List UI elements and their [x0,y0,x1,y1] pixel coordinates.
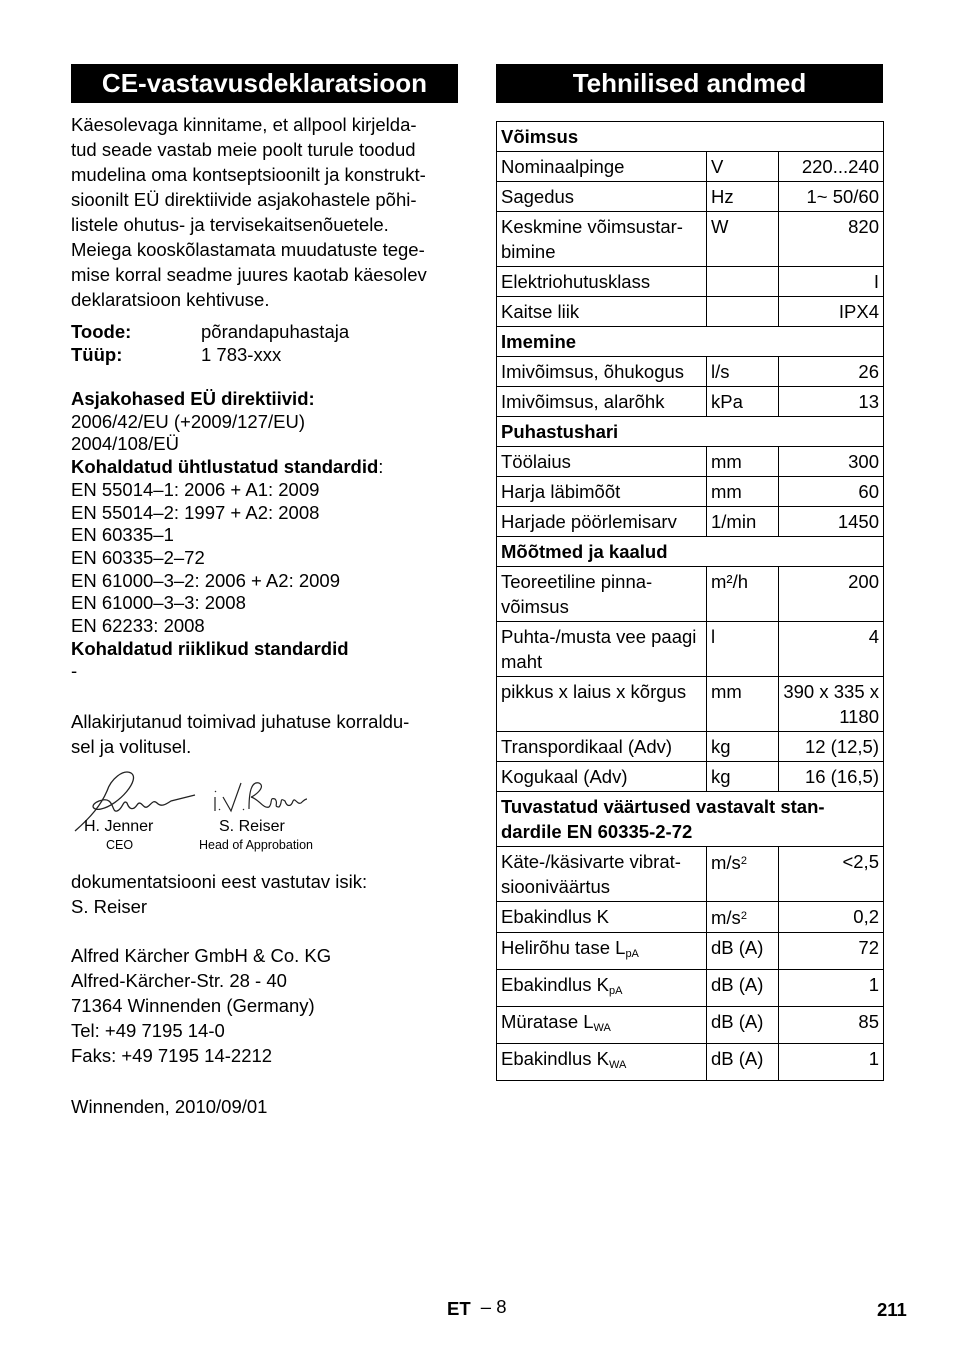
standard-item: EN 61000–3–2: 2006 + A2: 2009 [71,569,340,591]
address-line: Faks: +49 7195 14-2212 [71,1045,273,1066]
spec-name-cell [497,732,707,762]
spec-name-subscript: pA [608,985,623,997]
spec-name-cell [497,212,707,267]
standard-item: EN 55014–2: 1997 + A2: 2008 [71,501,320,523]
harmonized-colon: : [378,456,384,478]
spec-name: Puhta-/musta vee paagi maht [501,626,697,672]
table-row [497,267,884,297]
standard-item: EN 60335–1 [71,524,174,546]
spec-name-cell [497,1044,707,1081]
intro-line: Käesolevaga kinnitame, et allpool kirjelda- [71,114,417,135]
directives-block [71,388,461,683]
spec-unit-cell [707,267,779,297]
spec-value: 4 [779,622,884,677]
standard-item: EN 62233: 2008 [71,615,205,637]
spec-value: 26 [779,357,884,387]
national-value: - [71,660,78,682]
footer-language [447,1298,507,1320]
company-address [71,943,461,1068]
spec-name: Transpordikaal (Adv) [501,736,673,757]
directives-heading: Asjakohased EÜ direktiivid: [71,388,315,409]
spec-unit: kPa [711,391,743,412]
spec-unit-cell [707,762,779,792]
spec-name-cell [497,447,707,477]
spec-name: Nominaalpinge [501,156,625,177]
spec-unit: m²/h [711,571,748,592]
intro-line: listele ohutus- ja tervisekaitsenõuetele. [71,214,389,235]
spec-name: Ebakindlus K [501,1048,609,1069]
spec-unit: mm [711,451,742,472]
spec-unit: l/s [711,361,730,382]
spec-name-cell [497,182,707,212]
signatures [71,765,341,855]
spec-unit-cell [707,622,779,677]
intro-line: Meiega kooskõlastamata muudatuste tege- [71,239,425,260]
signer2-role: Head of Approbation [199,838,313,852]
spec-unit-cell [707,477,779,507]
address-line: Tel: +49 7195 14-0 [71,1020,225,1041]
spec-value: 85 [779,1007,884,1044]
spec-unit-superscript: 2 [740,910,747,922]
spec-value: 1~ 50/60 [779,182,884,212]
spec-value: 72 [779,933,884,970]
spec-name: Teoreetiline pinna-võimsus [501,571,653,617]
spec-name-cell [497,847,707,902]
spec-value: 0,2 [779,902,884,933]
harmonized-heading: Kohaldatud ühtlustatud standardid [71,456,379,478]
spec-unit: mm [711,681,742,702]
spec-unit-cell [707,297,779,327]
section-page: – 8 [480,1296,507,1317]
section-heading: Mõõtmed ja kaalud [497,537,884,567]
page-number: 211 [877,1299,907,1320]
doc-responsible-label: dokumentatsiooni eest vastutav isik: [71,871,368,892]
table-row [497,507,884,537]
intro-line: mudelina oma kontseptsioonilt ja konstrukt- [71,164,426,185]
spec-value: 390 x 335 x 1180 [779,677,884,732]
spec-name: Ebakindlus K [501,906,609,927]
spec-name: Helirõhu tase L [501,937,626,958]
table-section-row [497,792,884,847]
signer1-name: H. Jenner [84,818,154,835]
spec-name: Kaitse liik [501,301,580,322]
spec-value: 12 (12,5) [779,732,884,762]
spec-unit-cell [707,1044,779,1081]
spec-unit: dB (A) [711,1048,764,1069]
spec-name-cell [497,267,707,297]
spec-name-cell [497,970,707,1007]
spec-name: pikkus x laius x kõrgus [501,681,687,702]
spec-unit-cell [707,567,779,622]
spec-unit: W [711,216,729,237]
address-line: Alfred-Kärcher-Str. 28 - 40 [71,970,287,991]
table-row [497,970,884,1007]
spec-name-cell [497,567,707,622]
spec-name: Imivõimsus, alarõhk [501,391,665,412]
place-date: Winnenden, 2010/09/01 [71,1096,268,1117]
table-row [497,622,884,677]
standard-item: EN 55014–1: 2006 + A1: 2009 [71,478,320,500]
type-value: 1 783-xxx [201,344,282,365]
spec-unit: m/s [711,907,741,928]
declaration-title: CE-vastavusdeklaratsioon [71,64,458,103]
product-label: Toode: [71,321,132,342]
standard-item: EN 60335–2–72 [71,546,205,568]
spec-unit: mm [711,481,742,502]
signature-reiser [209,773,309,823]
spec-unit-cell [707,677,779,732]
spec-value: <2,5 [779,847,884,902]
spec-name: Sagedus [501,186,575,207]
table-row [497,902,884,933]
table-row [497,212,884,267]
signing-line: sel ja volitusel. [71,736,192,757]
spec-unit-cell [707,1007,779,1044]
table-row [497,1044,884,1081]
spec-name-cell [497,357,707,387]
table-section-row [497,417,884,447]
section-heading: Imemine [497,327,884,357]
spec-name-subscript: WA [593,1022,611,1034]
spec-name-cell [497,152,707,182]
intro-line: mise korral seadme juures kaotab käesolev [71,264,427,285]
spec-name-cell [497,933,707,970]
spec-value: 1450 [779,507,884,537]
table-row [497,762,884,792]
spec-unit-cell [707,212,779,267]
table-row [497,933,884,970]
spec-name: Ebakindlus K [501,974,609,995]
doc-responsible-name: S. Reiser [71,896,148,917]
spec-name: Kogukaal (Adv) [501,766,628,787]
spec-value: 16 (16,5) [779,762,884,792]
spec-unit-cell [707,902,779,933]
section-heading: Tuvastatud väärtused vastavalt stan-dardile EN 60335-2-72 [497,792,884,847]
spec-unit: V [711,156,724,177]
spec-name: Harjade pöörlemisarv [501,511,677,532]
table-section-row [497,122,884,152]
spec-unit: kg [711,736,731,757]
technical-data-title: Tehnilised andmed [496,64,883,103]
spec-unit: dB (A) [711,937,764,958]
table-section-row [497,537,884,567]
table-row [497,182,884,212]
table-row [497,1007,884,1044]
spec-name-cell [497,1007,707,1044]
spec-name-cell [497,622,707,677]
harmonized-heading-line [71,456,461,479]
spec-unit-cell [707,933,779,970]
table-row [497,567,884,622]
spec-name: Müratase L [501,1011,594,1032]
standard-item: EN 61000–3–3: 2008 [71,592,246,614]
spec-value: IPX4 [779,297,884,327]
spec-value: 13 [779,387,884,417]
table-row [497,477,884,507]
table-section-row [497,327,884,357]
spec-value: 200 [779,567,884,622]
spec-unit-cell [707,387,779,417]
spec-name-cell [497,507,707,537]
spec-unit: dB (A) [711,1011,764,1032]
product-info [71,320,461,366]
spec-unit-cell [707,507,779,537]
spec-value: 1 [779,1044,884,1081]
intro-line: tud seade vastab meie poolt turule toodud [71,139,416,160]
type-label: Tüüp: [71,344,123,365]
signer1-role: CEO [106,838,134,852]
intro-line: deklaratsioon kehtivuse. [71,289,270,310]
address-line: Alfred Kärcher GmbH & Co. KG [71,945,332,966]
section-heading: Võimsus [497,122,884,152]
language-code: ET [447,1298,471,1319]
spec-unit-cell [707,732,779,762]
spec-name-subscript: pA [625,948,639,960]
technical-data-table [496,121,884,1081]
spec-unit-cell [707,970,779,1007]
directive-item: 2006/42/EU (+2009/127/EU) [71,410,305,432]
table-row [497,677,884,732]
spec-value: 300 [779,447,884,477]
spec-unit: 1/min [711,511,757,532]
spec-value: 60 [779,477,884,507]
spec-name-cell [497,902,707,933]
national-heading: Kohaldatud riiklikud standardid [71,637,349,659]
spec-unit: m/s [711,852,741,873]
spec-name: Imivõimsus, õhukogus [501,361,685,382]
table-row [497,387,884,417]
spec-unit-cell [707,847,779,902]
spec-value: I [779,267,884,297]
spec-unit: Hz [711,186,734,207]
table-row [497,357,884,387]
spec-name: Elektriohutusklass [501,271,651,292]
spec-name: Töölaius [501,451,571,472]
spec-unit: kg [711,766,731,787]
spec-value: 820 [779,212,884,267]
spec-name-cell [497,677,707,732]
table-row [497,152,884,182]
address-line: 71364 Winnenden (Germany) [71,995,315,1016]
spec-name-cell [497,387,707,417]
spec-name-cell [497,762,707,792]
spec-name: Harja läbimõõt [501,481,621,502]
spec-value: 220...240 [779,152,884,182]
spec-unit: dB (A) [711,974,764,995]
table-row [497,732,884,762]
spec-name-cell [497,297,707,327]
signer2-name: S. Reiser [219,818,285,835]
table-row [497,847,884,902]
signing-line: Allakirjutanud toimivad juhatuse korraldu- [71,711,410,732]
spec-value: 1 [779,970,884,1007]
signing-statement [71,709,461,759]
section-heading: Puhastushari [497,417,884,447]
spec-name-cell [497,477,707,507]
spec-unit-cell [707,152,779,182]
spec-unit-cell [707,182,779,212]
directive-item: 2004/108/EÜ [71,433,180,455]
spec-name: Käte-/käsivarte vibrat-siooniväärtus [501,851,681,897]
spec-unit: l [711,626,716,647]
spec-name-subscript: WA [608,1059,627,1071]
spec-unit-cell [707,447,779,477]
doc-responsible [71,869,461,919]
product-value: põrandapuhastaja [201,321,350,342]
spec-unit-superscript: 2 [740,855,747,867]
declaration-intro [71,112,461,312]
table-row [497,297,884,327]
spec-name: Keskmine võimsustar-bimine [501,216,683,262]
intro-line: sioonilt EÜ direktiivide asjakohastele põhi- [71,189,417,210]
table-row [497,447,884,477]
spec-unit-cell [707,357,779,387]
